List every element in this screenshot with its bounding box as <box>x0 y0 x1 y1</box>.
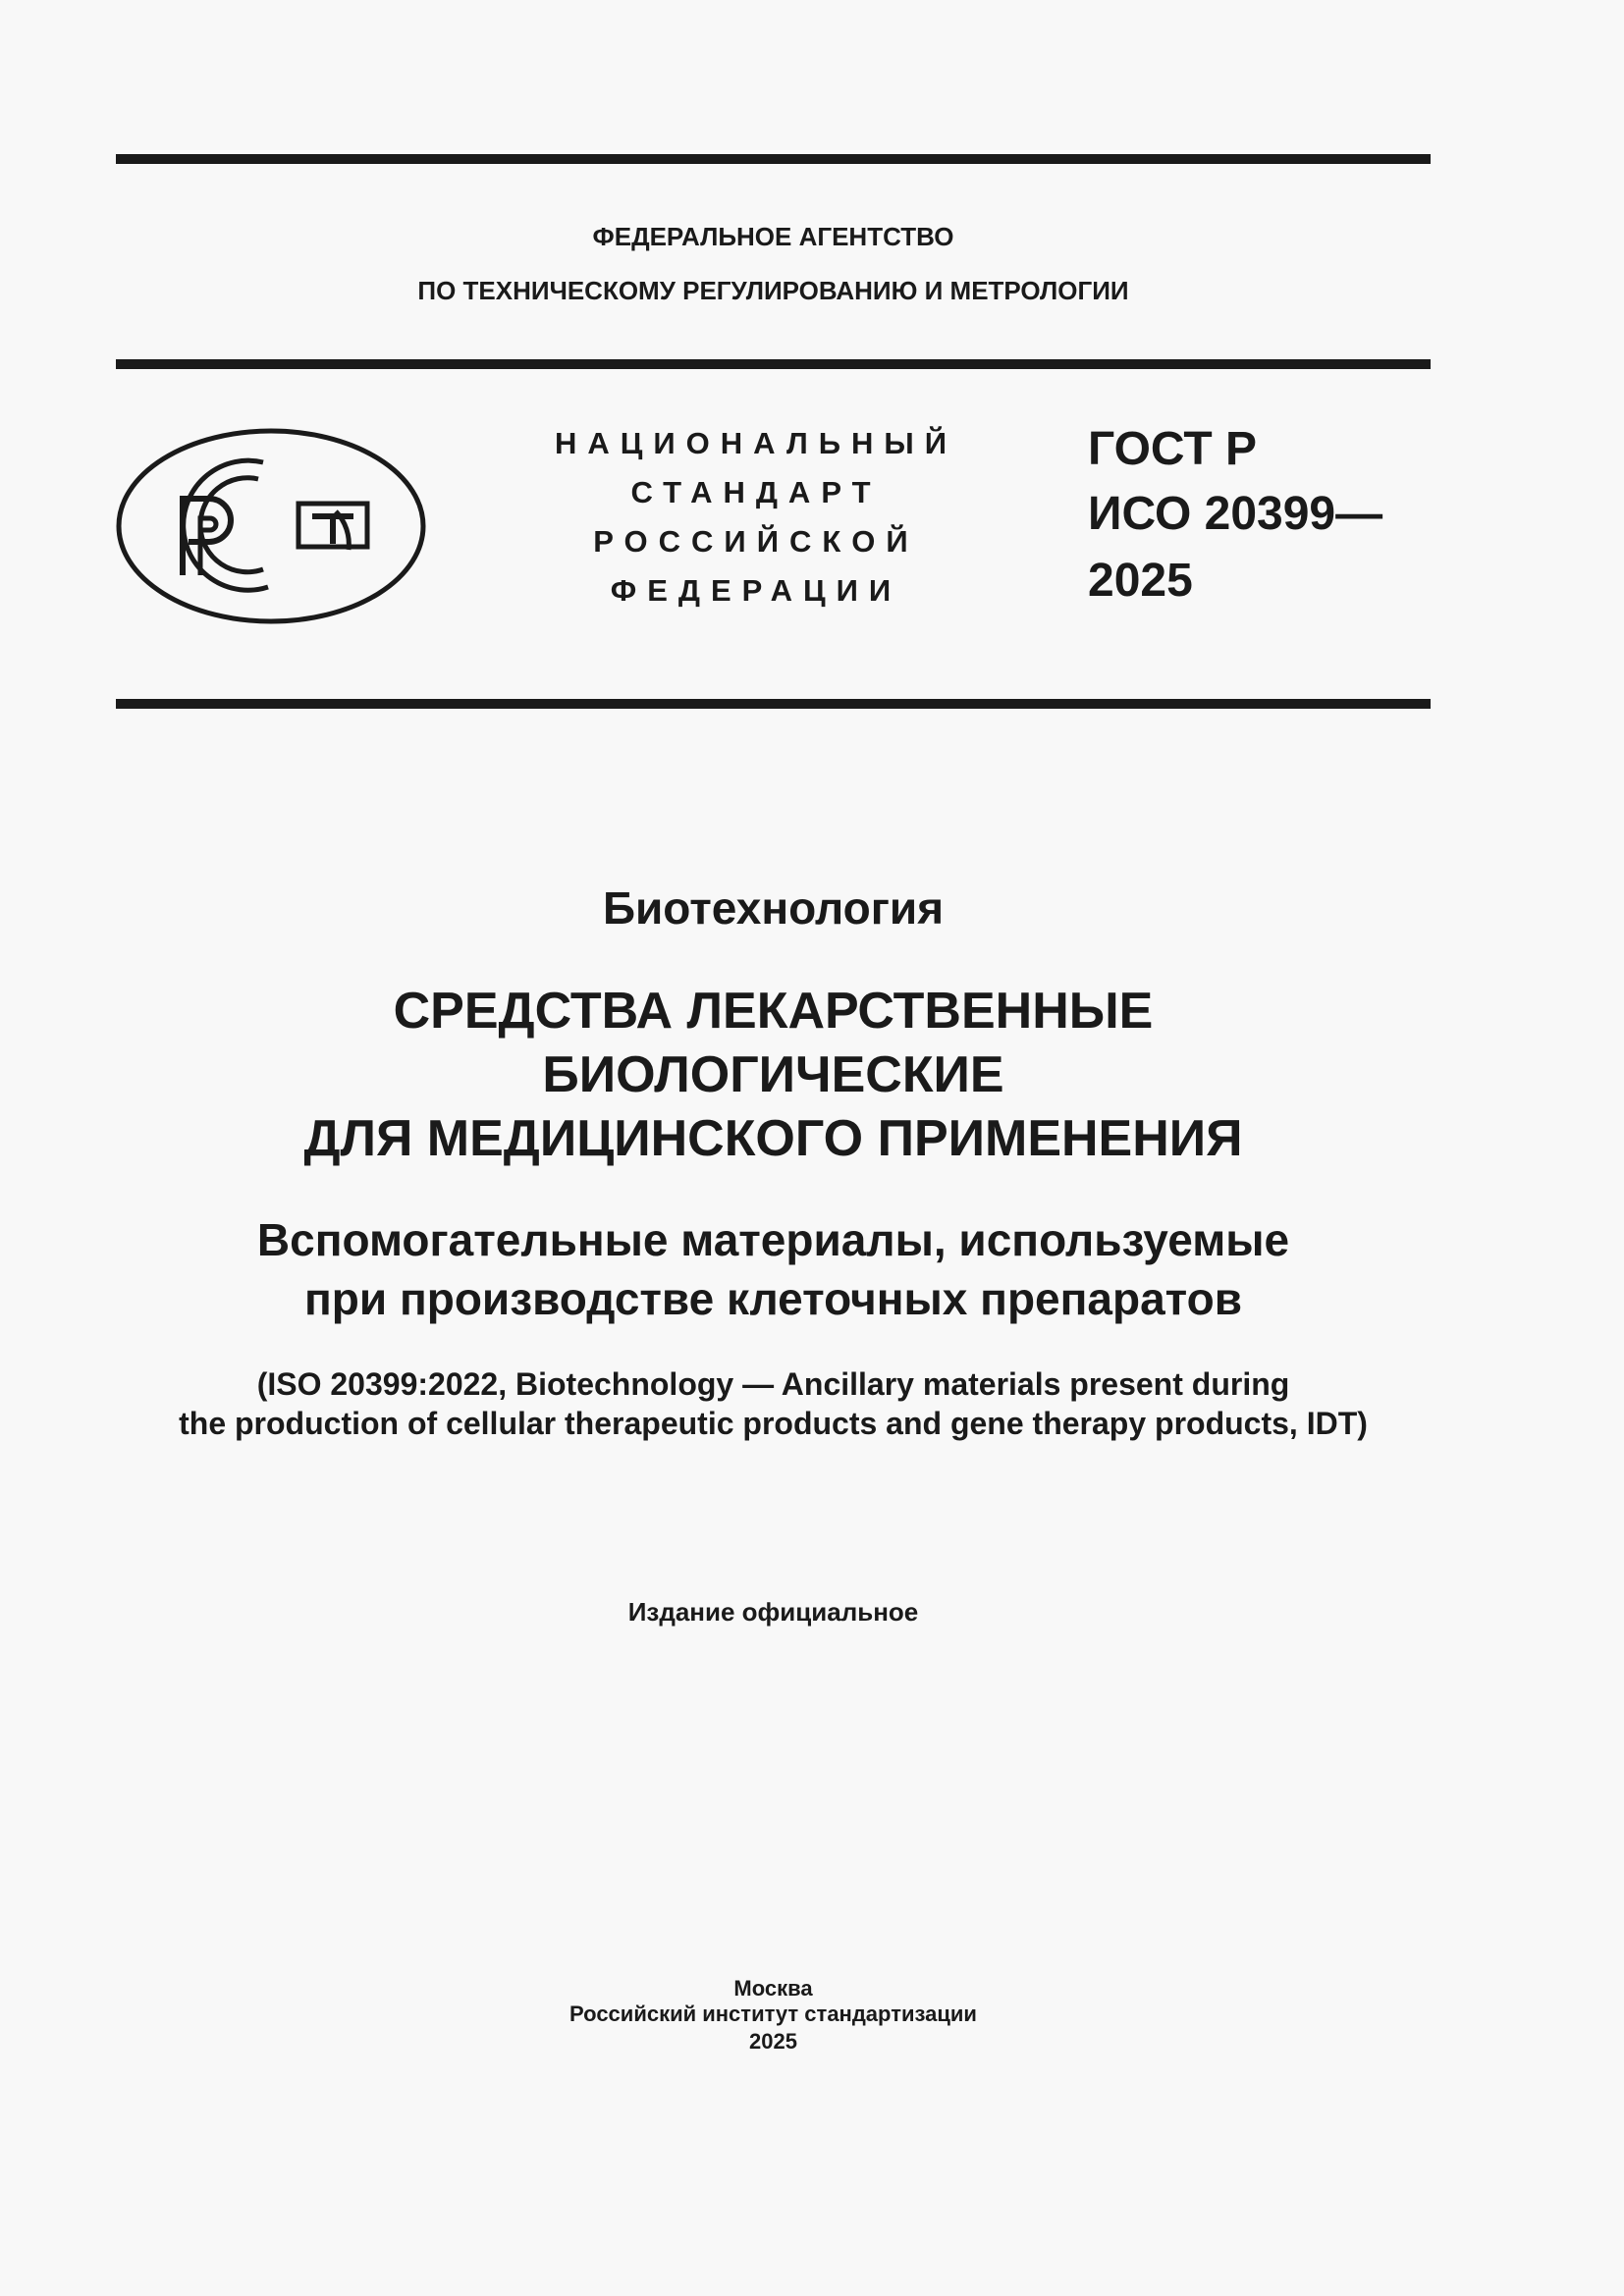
iso-reference-line2: the production of cellular therapeutic products and gene therapy products, IDT) <box>179 1406 1368 1441</box>
top-divider <box>116 154 1431 164</box>
iso-reference-line1: (ISO 20399:2022, Biotechnology — Ancillary materials present during <box>256 1366 1290 1402</box>
standard-designation-year: 2025 <box>1088 555 1193 607</box>
national-standard-line1: НАЦИОНАЛЬНЫЙ <box>554 426 958 460</box>
agency-name-line2: ПО ТЕХНИЧЕСКОМУ РЕГУЛИРОВАНИЮ И МЕТРОЛОГИИ <box>417 276 1129 305</box>
rst-certification-mark-icon <box>116 428 426 624</box>
national-standard-line3: РОССИЙСКОЙ <box>593 524 919 559</box>
standard-category: Биотехнология <box>602 882 945 934</box>
title-block-divider <box>116 699 1431 709</box>
standard-designation-line2: ИСО 20399— <box>1088 488 1383 540</box>
main-title-line1: СРЕДСТВА ЛЕКАРСТВЕННЫЕ <box>393 983 1154 1040</box>
publisher-organization: Российский институт стандартизации <box>569 2002 977 2026</box>
main-title-line2: БИОЛОГИЧЕСКИЕ <box>542 1046 1004 1103</box>
main-title-line3: ДЛЯ МЕДИЦИНСКОГО ПРИМЕНЕНИЯ <box>303 1110 1243 1167</box>
subtitle-line2: при производстве клеточных препаратов <box>304 1273 1242 1324</box>
national-standard-line4: ФЕДЕРАЦИИ <box>610 573 902 608</box>
national-standard-line2: СТАНДАРТ <box>630 475 882 509</box>
publication-year: 2025 <box>749 2029 797 2054</box>
subtitle-line1: Вспомогательные материалы, используемые <box>256 1214 1290 1265</box>
agency-name-line1: ФЕДЕРАЛЬНОЕ АГЕНТСТВО <box>592 222 954 251</box>
standard-designation-line1: ГОСТ Р <box>1088 423 1258 475</box>
publisher-city: Москва <box>733 1976 813 2001</box>
edition-label: Издание официальное <box>627 1597 919 1627</box>
header-divider <box>116 359 1431 369</box>
